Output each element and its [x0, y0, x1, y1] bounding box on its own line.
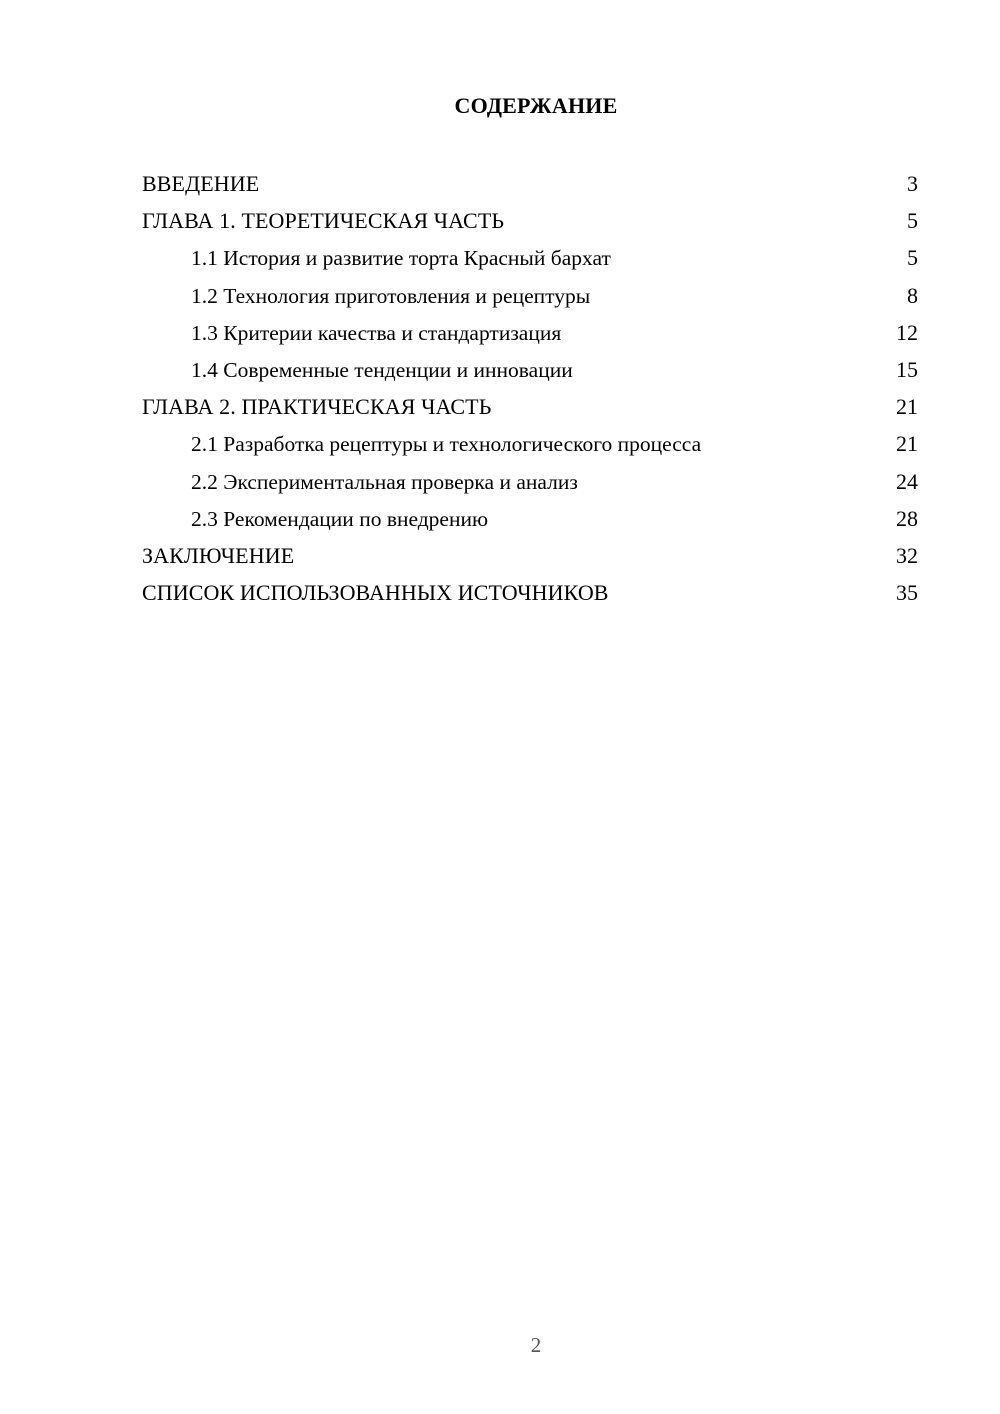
- toc-entry-page: 3: [907, 171, 918, 196]
- toc-entry-label: 2.2 Экспериментальная проверка и анализ: [191, 469, 578, 494]
- toc-entry: [142, 165, 919, 202]
- toc-entry-label: 2.1 Разработка рецептуры и технологического процесса: [191, 432, 702, 457]
- toc-entry-page: 24: [896, 468, 918, 494]
- toc-entry-label: 1.2 Технология приготовления и рецептуры: [191, 283, 591, 308]
- toc-subentry: [142, 314, 919, 351]
- toc-subentry: [142, 500, 919, 537]
- table-of-contents: [142, 165, 919, 611]
- toc-entry-page: 5: [907, 208, 918, 234]
- toc-subentry: [142, 351, 919, 388]
- toc-entry-page: 8: [907, 282, 918, 308]
- toc-entry-label: ВВЕДЕНИЕ: [142, 171, 260, 196]
- toc-subentry: [142, 425, 919, 462]
- toc-entry-page: 5: [907, 245, 918, 271]
- toc-entry-page: 28: [896, 505, 918, 531]
- toc-entry-label: ЗАКЛЮЧЕНИЕ: [142, 542, 295, 568]
- toc-subentry: [142, 463, 919, 500]
- toc-entry-label: СПИСОК ИСПОЛЬЗОВАННЫХ ИСТОЧНИКОВ: [142, 580, 609, 606]
- toc-entry-label: 1.1 История и развитие торта Красный бархат: [191, 246, 611, 271]
- toc-entry-page: 21: [896, 394, 918, 420]
- page-number: 2: [530, 1333, 542, 1357]
- toc-entry-label: ГЛАВА 1. ТЕОРЕТИЧЕСКАЯ ЧАСТЬ: [142, 208, 505, 234]
- toc-entry-label: 1.4 Современные тенденции и инновации: [191, 357, 573, 382]
- toc-entry-page: 35: [896, 580, 918, 606]
- toc-entry-page: 21: [896, 431, 918, 457]
- toc-entry-label: 1.3 Критерии качества и стандартизация: [191, 320, 562, 345]
- toc-entry-label: 2.3 Рекомендации по внедрению: [191, 506, 489, 531]
- toc-entry-page: 32: [896, 542, 918, 568]
- toc-entry: [142, 537, 919, 574]
- toc-entry-page: 15: [896, 356, 918, 382]
- toc-subentry: [142, 239, 919, 276]
- toc-subentry: [142, 277, 919, 314]
- toc-entry: [142, 202, 919, 239]
- toc-entry-page: 12: [896, 319, 918, 345]
- toc-entry: [142, 574, 919, 611]
- toc-entry: [142, 388, 919, 425]
- page-title: СОДЕРЖАНИЕ: [454, 93, 618, 118]
- toc-entry-label: ГЛАВА 2. ПРАКТИЧЕСКАЯ ЧАСТЬ: [142, 394, 492, 420]
